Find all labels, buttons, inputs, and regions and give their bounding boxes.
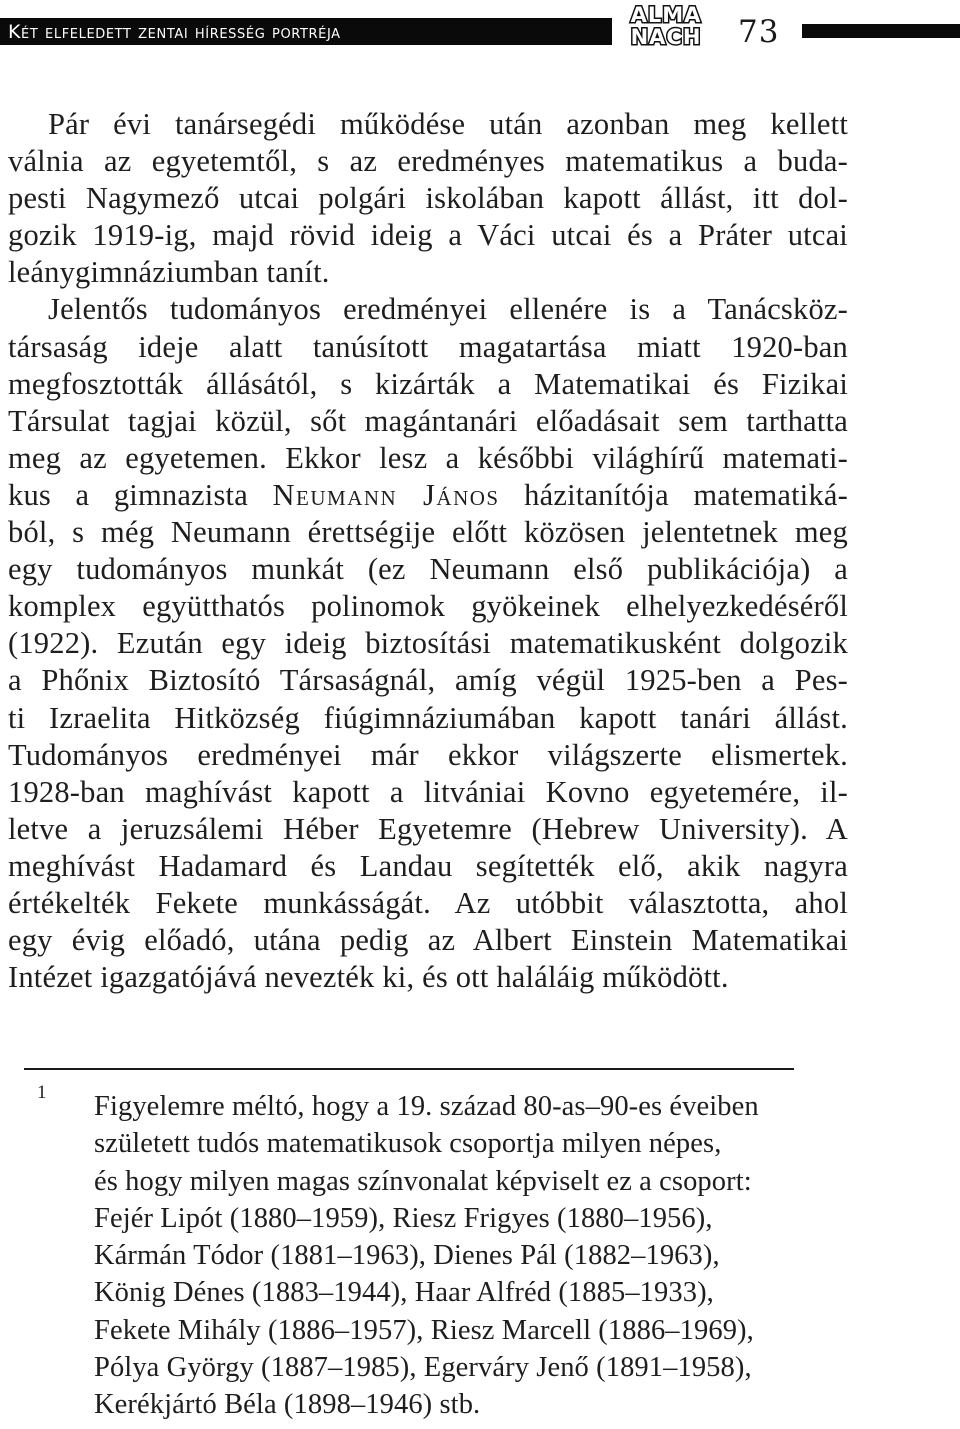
- text-line: Intézet igazgatójává nevezték ki, és ott haláláig működött.: [8, 960, 729, 995]
- footnote-line: König Dénes (1883–1944), Haar Alfréd (1885–1933),: [94, 1277, 714, 1309]
- footnote-rule: [24, 1068, 794, 1070]
- header-rule: [802, 24, 960, 38]
- text-line: társaság ideje alatt tanúsított magatartása miatt 1920-ban: [8, 329, 848, 364]
- text-line: meg az egyetemen. Ekkor lesz a későbbi világhírű matemati-: [8, 440, 848, 475]
- footnote-line: Fekete Mihály (1886–1957), Riesz Marcell (1886–1969),: [94, 1314, 754, 1346]
- text-line: Társulat tagjai közül, sőt magántanári előadásait sem tarthatta: [8, 403, 848, 438]
- text-line-with-name: [8, 477, 848, 514]
- text-line: ból, s még Neumann érettségije előtt közösen jelentetnek meg: [8, 515, 848, 550]
- text-line: Tudományos eredményei már ekkor világszerte elismertek.: [8, 737, 848, 772]
- text-line: válnia az egyetemtől, s az eredményes matematikus a buda-: [8, 144, 848, 179]
- body-text: [8, 106, 848, 996]
- footnote-line: Figyelemre méltó, hogy a 19. század 80-as–90-es éveiben: [94, 1091, 759, 1122]
- footnote-line: Kármán Tódor (1881–1963), Dienes Pál (1882–1963),: [94, 1240, 720, 1272]
- text-line: Pár évi tanársegédi működése után azonban meg kellett: [48, 107, 848, 141]
- footnote-line: Pólya György (1887–1985), Egerváry Jenő (1891–1958),: [94, 1352, 752, 1384]
- text-line: ti Izraelita Hitközség fiúgimnáziumában kapott tanári állást.: [8, 700, 848, 735]
- paragraph-2: [8, 291, 848, 996]
- footnote-line: Kerékjártó Béla (1898–1946) stb.: [94, 1389, 481, 1421]
- text-line: (1922). Ezután egy ideig biztosítási matematikusként dolgozik: [8, 626, 848, 661]
- text-line: Jelentős tudományos eredményei ellenére is a Tanácsköz-: [48, 292, 848, 327]
- footnote-line: és hogy milyen magas színvonalat képviselt ez a csoport:: [94, 1165, 752, 1197]
- text-line: gozik 1919-ig, majd rövid ideig a Váci utcai és a Práter utcai: [8, 218, 848, 253]
- logo-line-1: ALMA: [630, 3, 702, 27]
- text-line: meghívást Hadamard és Landau segítették elő, akik nagyra: [8, 848, 848, 883]
- text-fragment: házitanítója matematiká-: [499, 477, 848, 512]
- text-line: komplex együtthatós polinomok gyökeinek elhelyezkedéséről: [8, 589, 848, 624]
- text-line: egy tudományos munkát (ez Neumann első publikációja) a: [8, 552, 848, 587]
- page-number: 73: [738, 14, 780, 50]
- text-line: értékelték Fekete munkásságát. Az utóbbit választotta, ahol: [8, 885, 848, 920]
- text-line: leánygimnáziumban tanít.: [8, 255, 330, 290]
- footnote-text: [94, 1088, 834, 1424]
- logo-line-2: NACH: [630, 25, 702, 48]
- text-fragment: kus a gimnazista: [8, 477, 273, 512]
- paragraph-1: [8, 106, 848, 291]
- running-title: Két elfeledett zentai híresség portréja: [8, 21, 341, 43]
- text-line: 1928-ban maghívást kapott a litvániai Kovno egyetemére, il-: [8, 774, 848, 809]
- text-line: a Phőnix Biztosító Társaságnál, amíg végül 1925-ben a Pes-: [8, 663, 848, 698]
- text-line: pesti Nagymező utcai polgári iskolában kapott állást, itt dol-: [8, 181, 848, 216]
- footnote-line: Fejér Lipót (1880–1959), Riesz Frigyes (1880–1956),: [94, 1202, 713, 1234]
- footnote-line: született tudós matematikusok csoportja milyen népes,: [94, 1128, 722, 1160]
- text-line: letve a jeruzsálemi Héber Egyetemre (Hebrew University). A: [8, 811, 848, 846]
- text-line: egy évig előadó, utána pedig az Albert Einstein Matematikai: [8, 923, 848, 958]
- text-line: megfosztották állásától, s kizárták a Matematikai és Fizikai: [8, 366, 848, 401]
- almanach-logo: [620, 2, 712, 48]
- footnote-mark: 1: [37, 1082, 47, 1103]
- person-name-small-caps: Neumann János: [272, 477, 500, 512]
